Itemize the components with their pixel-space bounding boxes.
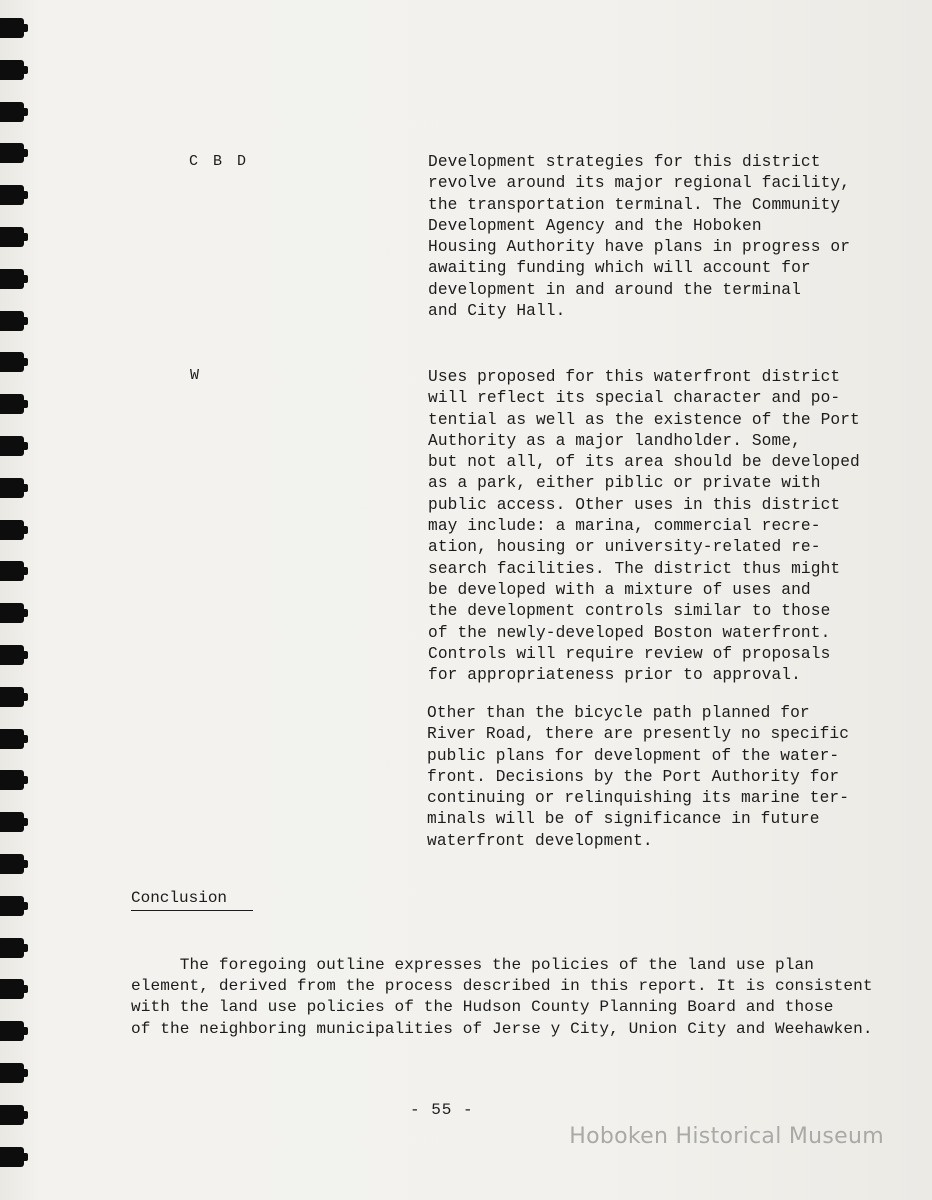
spiral-binding [0, 0, 30, 1200]
district-w-description: Uses proposed for this waterfront district will reflect its special character and po- tential as well as the existence of the Port Authority as a major landholder. Some, but not all, of its area should be developed as a park, either piblic or private with public access. Other uses in this district may include: a marina, commercial recre- ation, housing or university-related re- search facilities. The district thus might be developed with a mixture of uses and the development controls similar to those of the newly-developed Boston waterfront. Controls will require review of proposals for appropriateness prior to approval. [428, 368, 860, 685]
conclusion-heading: Conclusion [131, 888, 253, 911]
binding-ring [0, 979, 24, 999]
binding-ring [0, 18, 24, 38]
binding-ring [0, 854, 24, 874]
district-label-w: W [190, 367, 203, 384]
binding-ring [0, 729, 24, 749]
binding-ring [0, 1147, 24, 1167]
binding-ring [0, 269, 24, 289]
binding-ring [0, 436, 24, 456]
district-label-cbd: C B D [189, 153, 250, 170]
binding-ring [0, 1105, 24, 1125]
binding-ring [0, 394, 24, 414]
binding-ring [0, 938, 24, 958]
binding-ring [0, 185, 24, 205]
binding-ring [0, 561, 24, 581]
binding-ring [0, 478, 24, 498]
conclusion-paragraph: The foregoing outline expresses the policies of the land use plan element, derived from the process described in this report. It is consistent with the land use policies of the Hudson County Planning Board and those of the neighboring municipalities of Jerse y City, Union City and Weehawken. [131, 956, 873, 1038]
binding-ring [0, 227, 24, 247]
page-number: - 55 - [410, 1101, 474, 1119]
binding-ring [0, 1063, 24, 1083]
binding-ring [0, 520, 24, 540]
district-w-additional-paragraph: Other than the bicycle path planned for River Road, there are presently no specific public plans for development of the water- front. Decisions by the Port Authority for continuing or relinquishing its marine ter- minals will be of significance in future waterfront development. [427, 704, 850, 850]
binding-ring [0, 311, 24, 331]
binding-ring [0, 60, 24, 80]
binding-ring [0, 102, 24, 122]
binding-ring [0, 352, 24, 372]
district-cbd-description: Development strategies for this district revolve around its major regional facility, the transportation terminal. The Community Development Agency and the Hoboken Housing Authority have plans in progress or awaiting funding which will account for development in and around the terminal and City Hall. [428, 153, 851, 321]
binding-ring [0, 143, 24, 163]
museum-watermark: Hoboken Historical Museum [569, 1124, 884, 1149]
binding-ring [0, 645, 24, 665]
binding-ring [0, 896, 24, 916]
binding-ring [0, 1021, 24, 1041]
binding-ring [0, 603, 24, 623]
binding-ring [0, 770, 24, 790]
binding-ring [0, 812, 24, 832]
binding-ring [0, 687, 24, 707]
